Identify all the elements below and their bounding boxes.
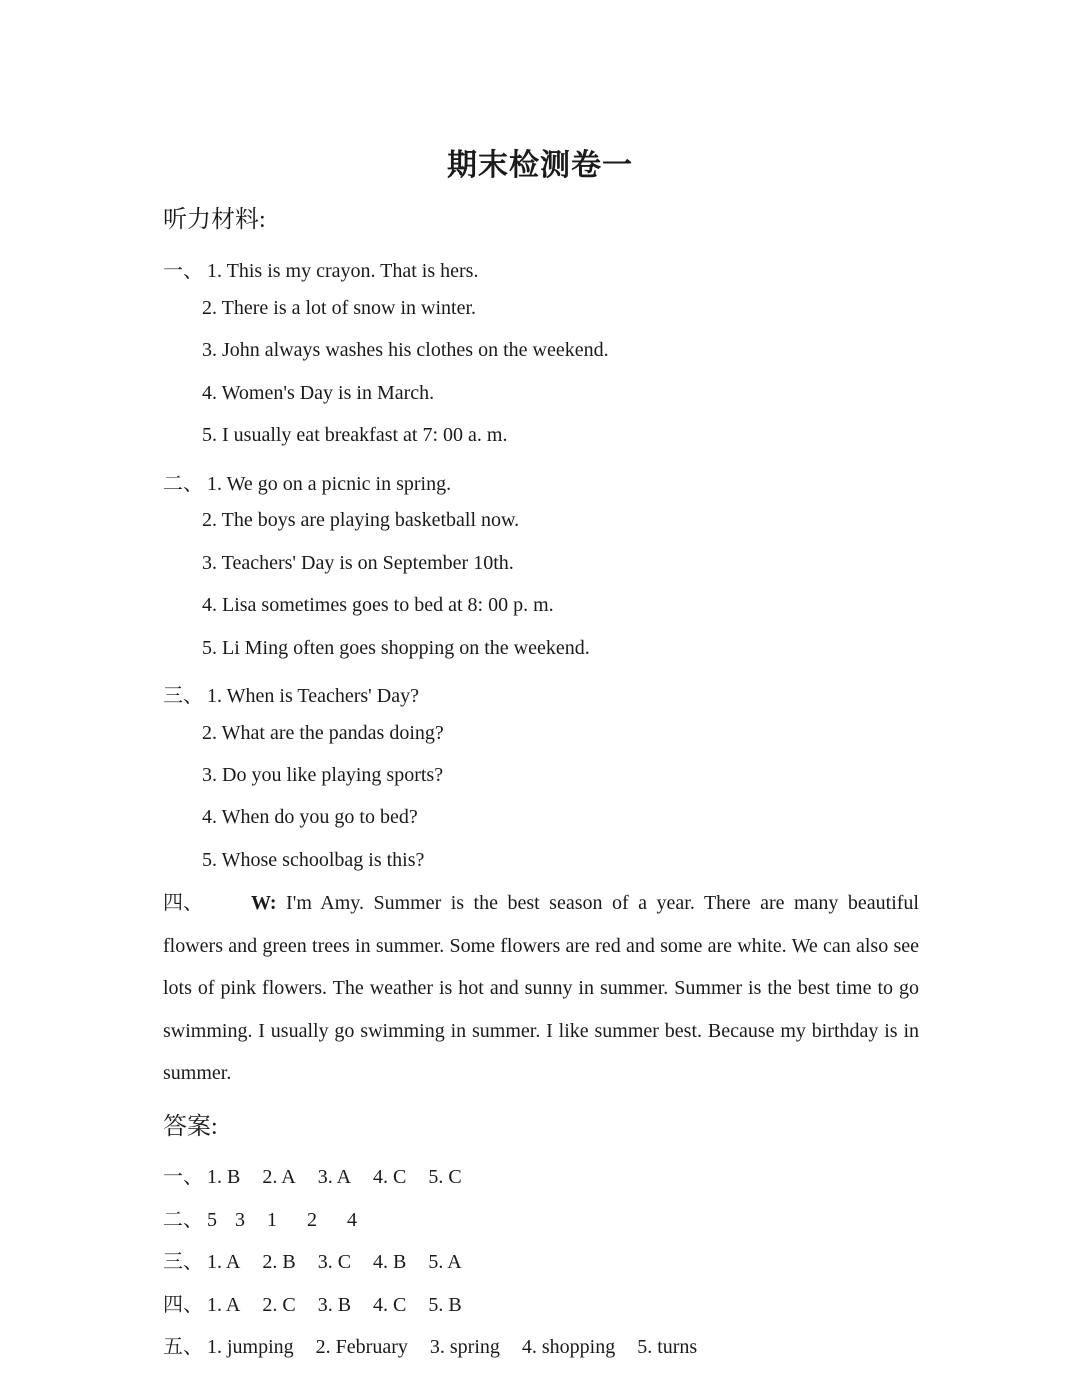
section-number: 四、	[163, 1294, 203, 1316]
listening-item: 5. Li Ming often goes shopping on the weekend.	[202, 637, 590, 659]
answer-item: 3. A	[317, 1166, 352, 1188]
answer-row-3	[163, 1245, 484, 1274]
section-number: 一、	[163, 1166, 203, 1188]
section-1-line-1	[163, 254, 478, 283]
answer-item: 3. C	[317, 1251, 352, 1273]
section-4-passage	[163, 882, 919, 1095]
section-2-line-1	[163, 467, 451, 496]
section-3-line-1	[163, 679, 419, 708]
answer-row-1	[163, 1160, 484, 1189]
answer-item: 3	[235, 1209, 245, 1231]
answers-heading: 答案:	[163, 1114, 218, 1140]
answer-item: 2. February	[315, 1336, 408, 1358]
answer-item: 3. B	[317, 1294, 352, 1316]
section-number: 三、	[163, 685, 203, 707]
listening-item: 2. The boys are playing basketball now.	[202, 509, 520, 531]
answer-row-4	[163, 1288, 484, 1317]
listening-item: 1. We go on a picnic in spring.	[207, 473, 452, 495]
answer-item: 5. B	[428, 1294, 462, 1316]
answer-item: 4. shopping	[521, 1336, 616, 1358]
speaker-label: W:	[251, 892, 277, 914]
answer-item: 1. A	[207, 1251, 241, 1273]
answer-item: 4. C	[373, 1166, 407, 1188]
answer-item: 5. A	[428, 1251, 462, 1273]
section-number: 三、	[163, 1251, 203, 1273]
section-number: 二、	[163, 473, 203, 495]
listening-item: 5. I usually eat breakfast at 7: 00 a. m.	[202, 424, 508, 446]
listening-item: 3. Do you like playing sports?	[202, 764, 444, 786]
answer-item: 2. A	[262, 1166, 296, 1188]
listening-item: 4. When do you go to bed?	[202, 806, 418, 828]
answer-item: 2. B	[262, 1251, 296, 1273]
page-title: 期末检测卷一	[447, 149, 633, 182]
answer-item: 1. B	[207, 1166, 241, 1188]
answer-item: 1	[267, 1209, 277, 1231]
listening-item: 5. Whose schoolbag is this?	[202, 849, 425, 871]
answer-row-5	[163, 1330, 719, 1359]
listening-item: 2. There is a lot of snow in winter.	[202, 297, 477, 319]
answer-item: 1. jumping	[207, 1336, 294, 1358]
answer-item: 5. turns	[637, 1336, 698, 1358]
answer-item: 5. C	[428, 1166, 462, 1188]
answer-item: 4. C	[373, 1294, 407, 1316]
answer-item: 4	[347, 1209, 357, 1231]
listening-item: 4. Women's Day is in March.	[202, 382, 435, 404]
answer-item: 5	[207, 1209, 217, 1231]
passage-text: I'm Amy. Summer is the best season of a year. There are many beautiful flowers and green trees in summer. Some flowers are red and some are white. We can also see lots of pink flowers. The weather is hot and sunny in summer. Summer is the best time to go swimming. I usually go swimming in summer. I like summer best. Because my birthday is in summer.	[163, 892, 919, 1085]
answer-item: 2. C	[262, 1294, 296, 1316]
listening-item: 4. Lisa sometimes goes to bed at 8: 00 p. m.	[202, 594, 554, 616]
listening-item: 3. Teachers' Day is on September 10th.	[202, 552, 514, 574]
listening-item: 1. This is my crayon. That is hers.	[207, 260, 479, 282]
answer-item: 3. spring	[429, 1336, 500, 1358]
section-number: 一、	[163, 260, 203, 282]
listening-item: 2. What are the pandas doing?	[202, 722, 444, 744]
listening-item: 3. John always washes his clothes on the weekend.	[202, 339, 609, 361]
section-number: 四、	[163, 892, 203, 914]
listening-heading: 听力材料:	[163, 207, 266, 233]
listening-item: 1. When is Teachers' Day?	[207, 685, 419, 707]
section-number: 二、	[163, 1209, 203, 1231]
answer-item: 1. A	[207, 1294, 241, 1316]
answer-row-2	[163, 1203, 375, 1232]
answer-item: 2	[307, 1209, 317, 1231]
section-number: 五、	[163, 1336, 203, 1358]
answer-item: 4. B	[373, 1251, 407, 1273]
